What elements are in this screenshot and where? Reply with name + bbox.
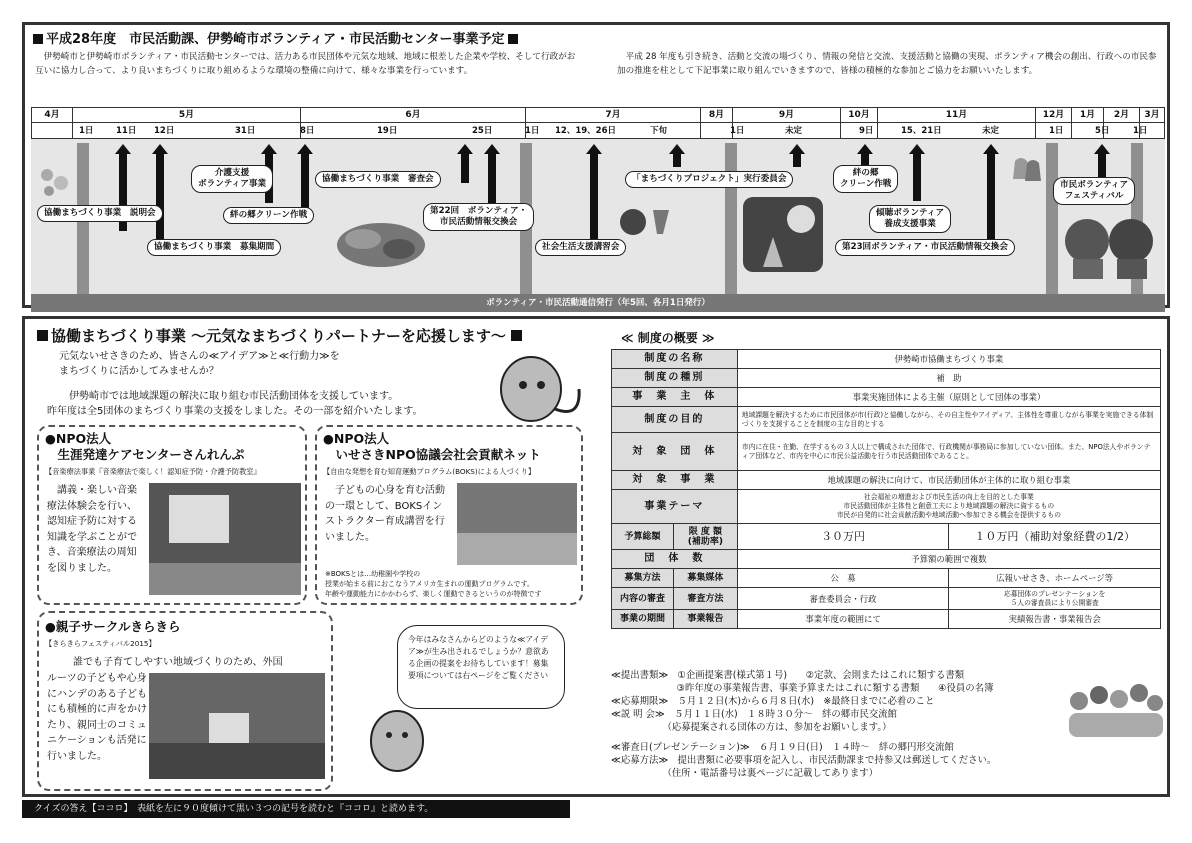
- day-label: 1日: [1049, 126, 1064, 136]
- bells-illustration: [1007, 153, 1045, 187]
- month-dec: 12月: [1036, 108, 1072, 122]
- event-cleanup-autumn: 絆の郷 クリーン作戦: [833, 165, 898, 193]
- collaboration-section: [22, 316, 1170, 797]
- day-label: 9日: [859, 126, 874, 136]
- quiz-answer-bar: クイズの答え【ココロ】 表紙を左に９０度傾けて黒い３つの記号を読むと『ココロ』と読めます。: [22, 800, 570, 818]
- event-arrow: [301, 153, 309, 213]
- event-photo: [457, 483, 577, 565]
- system-overview-table: 制度の名称 伊勢崎市協働まちづくり事業 制度の種別 補 助 事 業 主 体 事業実施団体による主催（原則として団体の事業） 制度の目的 地域課題を解決するために市民団体が市(行政)と協働しながら、その自主性やアイディア、主体性を尊重しながら事業を実施できる体制づくりを支援することを制度の主な目的とする 対 象 団 体 市内に在住・在勤、在学するもの３人以上で構成された団体で、行政機関が事務局に参加していない団体。また、NPO法人やボランティア団体など、市内を中心に市民公益活動を行う市民活動団体であること。 対 象 事 業 地域課題の解決に向けて、市民活動団体が主体的に取り組む事業 事業テーマ 社会福祉の増進および市民生活の向上を目的とした事業 市民活動団体が主体性と創意工夫により地域課題の解決に資するもの 市民が自発的に社会貢献活動や地域活動へ参加できる機会を提供するもの 予算総額 限 度 額 (補助率) ３０万円 １０万円（補助対象経費の1/2） 団 体 数 予算額の範囲で複数 募集方法 募集媒体 公 募 広報いせさき、ホームページ等 内容の審査 審査方法 審査委員会・行政 応募団体のプレゼンテーションを ５人の審査員により公開審査 事業の期間 事業報告 事業年度の範囲にて 実績報告書・事業報告会: [611, 349, 1161, 629]
- summer-illustration: [617, 200, 677, 240]
- event-arrow: [913, 153, 921, 201]
- month-aug: 8月: [701, 108, 733, 122]
- day-label: 12、19、26日: [555, 126, 616, 136]
- collaboration-title: 協働まちづくり事業 ～元気なまちづくりパートナーを応援します～: [37, 325, 522, 346]
- event-arrow: [590, 153, 598, 247]
- schedule-intro-right: 平成 28 年度も引き続き、活動と交流の場づくり、情報の発信と交流、支援活動と協働の実現、ボランティア機会の創出、行政への市民参加の推進を柱として下記事業に取り組んでいきますので、皆様の積極的な参加とご協力をお願いいたします。: [617, 52, 1157, 76]
- info-line: ≪審査日(プレゼンテーション)≫ ６月１９日(日) １４時～ 絆の郷円形交流館: [611, 742, 954, 753]
- newsletter-post: [1046, 143, 1058, 295]
- month-jun: 6月: [301, 108, 526, 122]
- event-cleanup: 絆の郷クリーン作戦: [223, 207, 314, 224]
- event-arrow: [987, 153, 995, 243]
- event-project-committee: 「まちづくりプロジェクト」実行委員会: [625, 171, 793, 188]
- lead-line: 昨年度は全5団体のまちづくり事業の支援をしました。その一部を紹介いたします。: [47, 406, 423, 417]
- day-label: 31日: [235, 126, 256, 136]
- month-sep: 9月: [733, 108, 841, 122]
- event-arrow: [793, 153, 801, 167]
- day-label: 11日: [116, 126, 137, 136]
- schedule-section: [22, 22, 1170, 308]
- newsletter-band: ボランティア・市民活動通信発行（年5回、各月1日発行）: [31, 294, 1165, 312]
- crowd-illustration: [1065, 679, 1165, 739]
- info-line: （応募提案される団体の方は、参加をお願いします。）: [611, 722, 892, 733]
- month-header: [31, 107, 1165, 123]
- lead-line: 伊勢崎市では地域課題の解決に取り組む市民活動団体を支援しています。: [59, 391, 399, 402]
- event-photo: [149, 483, 301, 595]
- event-screening: 協働まちづくり事業 審査会: [315, 171, 441, 188]
- lead-line: 元気ないせさきのため、皆さんの≪アイデア≫と≪行動力≫を: [59, 351, 340, 362]
- oni-illustration: [1059, 211, 1159, 281]
- speech-bubble: 今年はみなさんからどのような≪アイデア≫が生み出されるでしょうか？意欲ある企画の提案をお待ちしています！募集要項については右ページをご覧ください: [397, 625, 565, 709]
- info-line: ≪提出書類≫ ①企画提案書(様式第１号) ②定款、会則またはこれに類する書類: [611, 670, 965, 681]
- month-nov: 11月: [878, 108, 1036, 122]
- case-card-sanrenpu: ●NPO法人 生涯発達ケアセンターさんれんぷ 【音楽療法事業『音楽療法で楽しく！認知症予防・介護予防教室』 講義・楽しい音楽療法体験会を行い、認知症予防に対する知識を学ぶことができ、音楽療法の周知を図りました。: [37, 425, 307, 605]
- day-label: 25日: [472, 126, 493, 136]
- day-label: 8日: [300, 126, 315, 136]
- event-care-support: 介護支援 ボランティア事業: [191, 165, 273, 193]
- event-listening-volunteer: 傾聴ボランティア 養成支援事業: [869, 205, 951, 233]
- event-photo: [149, 673, 325, 779]
- schedule-title: 平成28年度 市民活動課、伊勢崎市ボランティア・市民活動センター事業予定: [33, 28, 518, 47]
- day-label: 下旬: [650, 126, 668, 136]
- event-volunteer-festival: 市民ボランティア フェスティバル: [1053, 177, 1135, 205]
- day-label: 12日: [154, 126, 175, 136]
- event-exchange-22: 第22回 ボランティア・ 市民活動情報交換会: [423, 203, 534, 231]
- info-line: ≪応募方法≫ 提出書類に必要事項を記入し、市民活動課まで持参又は郵送してください。: [611, 755, 997, 766]
- case-card-boks: ●NPO法人 いせさきNPO協議会社会貢献ネット 【自由な発想を育む知育運動プログラム(BOKS)による人づくり】 子どもの心身を育む活動の一環として、BOKSインストラクター育成講習を行いました。 ※BOKSとは…幼稚園や学校の 授業が始まる前におこなうアメリカ生まれの運動プログラムです。 年齢や運動能力にかかわらず、楽しく運動できるというのが特徴です: [315, 425, 583, 605]
- event-arrow: [673, 153, 681, 167]
- day-label: 1日: [730, 126, 745, 136]
- month-may: 5月: [73, 108, 301, 122]
- event-arrow: [461, 153, 469, 183]
- day-label: 5日: [1095, 126, 1110, 136]
- day-label: 未定: [982, 126, 1000, 136]
- newsletter-post: [725, 143, 737, 295]
- day-label: 1日: [1133, 126, 1148, 136]
- day-label: 1日: [79, 126, 94, 136]
- event-social-life-course: 社会生活支援講習会: [535, 239, 626, 256]
- info-line: ③昨年度の事業報告書、事業予算またはこれに類する書類 ④役員の名簿: [611, 683, 994, 694]
- day-label: 1日: [525, 126, 540, 136]
- event-recruitment-period: 協働まちづくり事業 募集期間: [147, 239, 281, 256]
- month-jul: 7月: [526, 108, 701, 122]
- info-line: ≪説 明 会≫ ５月１１日(水) １８時３０分～ 絆の郷市民交流館: [611, 709, 898, 720]
- case-card-kirakira: ●親子サークルきらきら 【きらきらフェスティバル2015】 誰でも子育てしやすい地域づくりのため、外国 ルーツの子どもや心身にハンデのある子どもにも積極的に声をかけたり、親同士のコミュニケーションも活発に行いました。: [37, 611, 333, 791]
- info-line: （住所・電話番号は裏ページに記載してあります）: [611, 768, 878, 779]
- event-arrow: [156, 153, 164, 247]
- month-apr: 4月: [32, 108, 73, 122]
- info-line: ≪応募期限≫ ５月１２日(木)から６月８日(水) ※最終日までに必着のこと: [611, 696, 935, 707]
- month-mar: 3月: [1144, 110, 1160, 120]
- event-briefing: 協働まちづくり事業 説明会: [37, 205, 163, 222]
- event-exchange-23: 第23回ボランティア・市民活動情報交換会: [835, 239, 1015, 256]
- flower-illustration: [35, 163, 75, 199]
- day-label: 未定: [785, 126, 803, 136]
- moon-viewing-illustration: [743, 197, 823, 272]
- month-feb: 2月: [1104, 108, 1140, 122]
- autumn-leaves-illustration: [333, 215, 428, 270]
- system-overview-title: ≪ 制度の概要 ≫: [621, 331, 715, 345]
- schedule-intro-left: 伊勢崎市と伊勢崎市ボランティア・市民活動センターでは、活力ある市民団体や元気な地域、地域に根差した企業や学校、そして行政がお互いに協力し合って、より良いまちづくりに取り組めるような環境の整備に向けて、様々な事業を行っています。: [35, 52, 576, 76]
- mascot-illustration: [363, 695, 433, 785]
- month-jan: 1月: [1072, 108, 1104, 122]
- day-label: 15、21日: [901, 126, 942, 136]
- day-label: 19日: [377, 126, 398, 136]
- month-oct: 10月: [841, 108, 878, 122]
- lead-line: まちづくりに活かしてみませんか？: [59, 366, 219, 377]
